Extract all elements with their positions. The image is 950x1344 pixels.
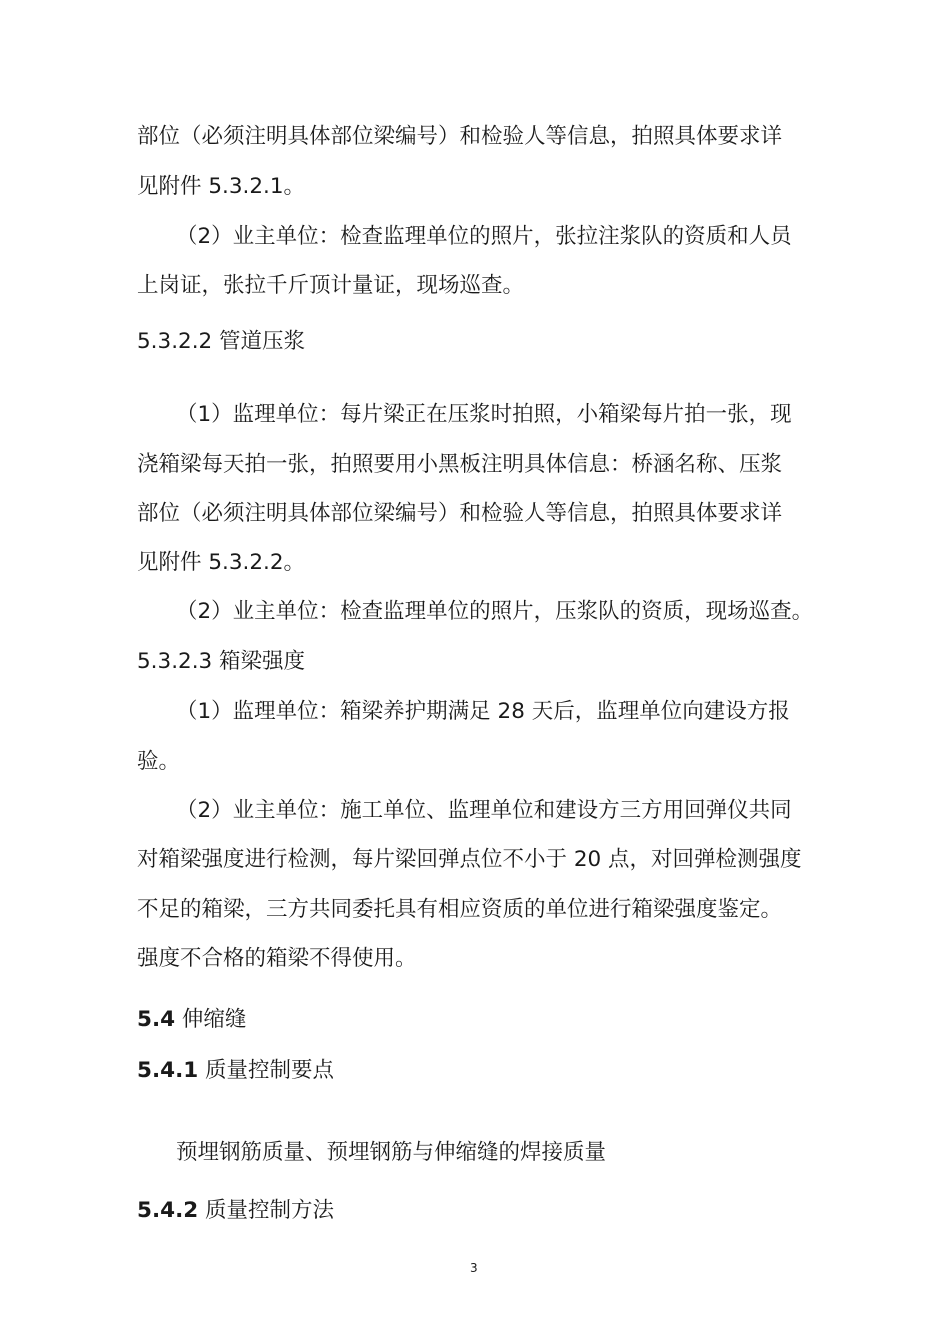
page-number: 3 xyxy=(470,1261,478,1275)
paragraph-line: （2）业主单位：检查监理单位的照片，压浆队的资质，现场巡查。 xyxy=(176,599,814,624)
paragraph-line: （1）监理单位：每片梁正在压浆时拍照，小箱梁每片拍一张，现 xyxy=(176,402,792,427)
paragraph-line: （2）业主单位：施工单位、监理单位和建设方三方用回弹仪共同 xyxy=(176,798,792,823)
section-title: 质量控制要点 xyxy=(198,1058,335,1083)
section-number: 5.4.2 xyxy=(137,1198,199,1223)
paragraph-line: 对箱梁强度进行检测，每片梁回弹点位不小于 20 点，对回弹检测强度 xyxy=(137,847,802,872)
section-title: 质量控制方法 xyxy=(198,1198,335,1223)
paragraph-line: 浇箱梁每天拍一张，拍照要用小黑板注明具体信息：桥涵名称、压浆 xyxy=(137,452,783,477)
paragraph-line: （2）业主单位：检查监理单位的照片，张拉注浆队的资质和人员 xyxy=(176,224,792,249)
section-heading xyxy=(137,1060,334,1082)
section-heading: 5.3.2.2 管道压浆 xyxy=(137,329,306,354)
paragraph-line: 上岗证，张拉千斤顶计量证，现场巡查。 xyxy=(137,273,525,298)
paragraph-line: 强度不合格的箱梁不得使用。 xyxy=(137,946,417,971)
section-heading xyxy=(137,1009,246,1031)
paragraph-line: 预埋钢筋质量、预埋钢筋与伸缩缝的焊接质量 xyxy=(176,1140,607,1165)
paragraph-line: 部位（必须注明具体部位梁编号）和检验人等信息，拍照具体要求详 xyxy=(137,501,783,526)
section-title: 伸缩缝 xyxy=(175,1007,247,1032)
paragraph-line: （1）监理单位：箱梁养护期满足 28 天后，监理单位向建设方报 xyxy=(176,699,790,724)
section-number: 5.4.1 xyxy=(137,1058,199,1083)
paragraph-line: 验。 xyxy=(137,749,181,774)
paragraph-line: 不足的箱梁，三方共同委托具有相应资质的单位进行箱梁强度鉴定。 xyxy=(137,897,783,922)
paragraph-line: 部位（必须注明具体部位梁编号）和检验人等信息，拍照具体要求详 xyxy=(137,124,783,149)
paragraph-line: 见附件 5.3.2.1。 xyxy=(137,174,306,199)
section-heading: 5.3.2.3 箱梁强度 xyxy=(137,649,306,674)
paragraph-line: 见附件 5.3.2.2。 xyxy=(137,550,306,575)
section-number: 5.4 xyxy=(137,1007,176,1032)
section-heading xyxy=(137,1200,334,1222)
